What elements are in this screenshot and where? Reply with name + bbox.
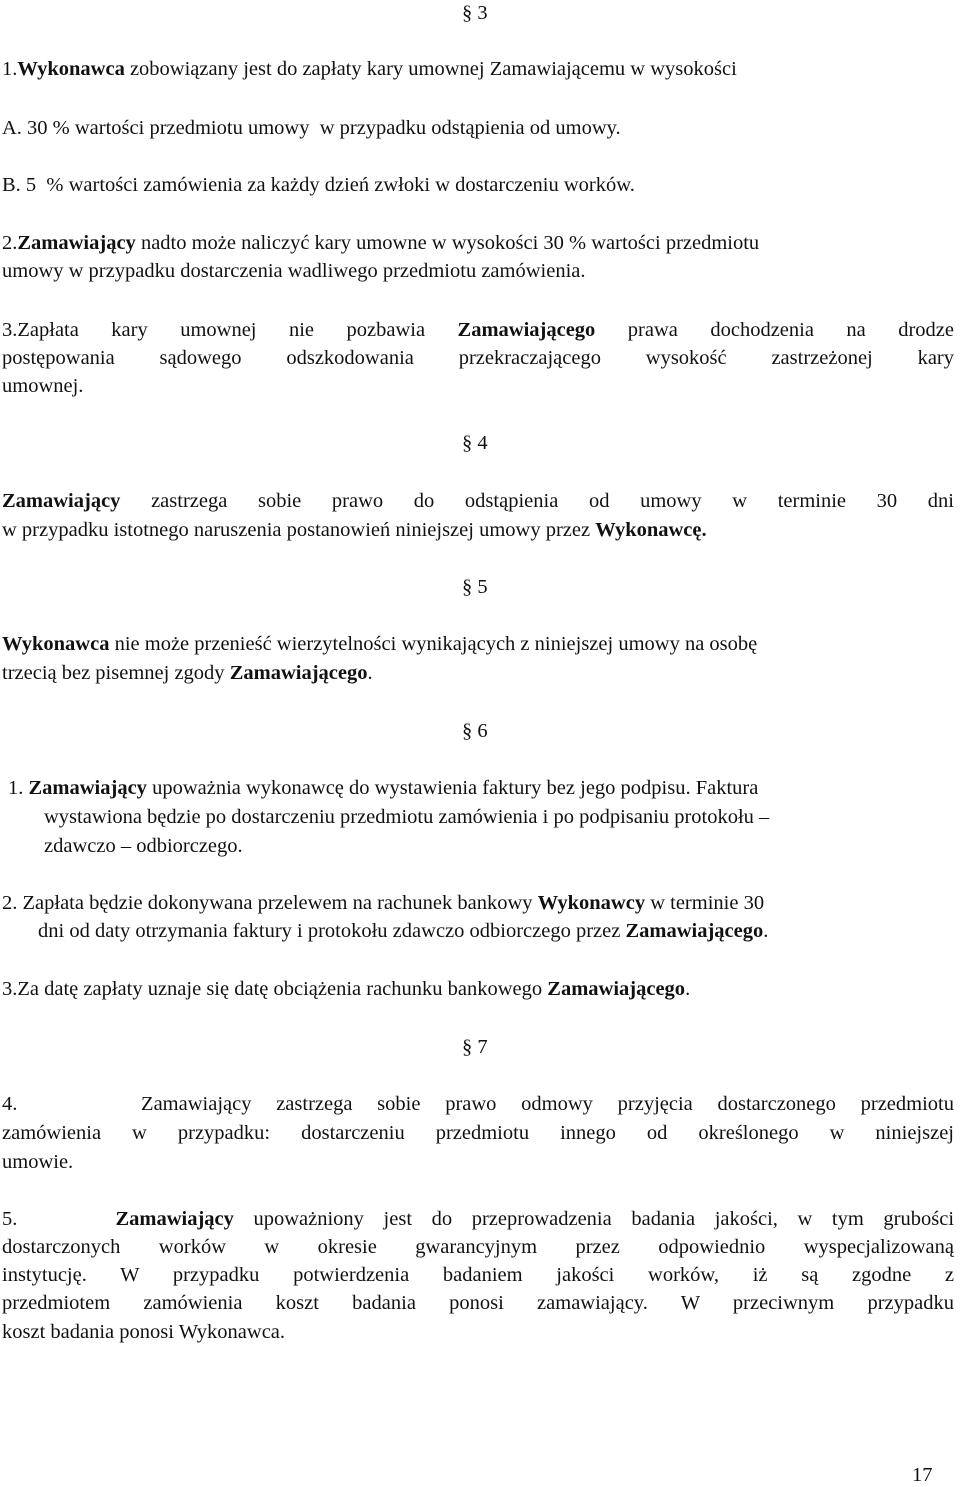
sec6-paragraph-3 <box>2 977 690 1001</box>
text-fragment: 2. Zapłata będzie dokonywana przelewem na rachunek bankowy <box>2 892 538 914</box>
page-number: 17 <box>912 1464 933 1486</box>
text-fragment: w przypadku istotnego naruszenia postanowień niniejszej umowy przez <box>2 519 596 541</box>
text-fragment: 3.Zapłata kary umownej nie pozbawia <box>2 319 458 341</box>
text-fragment: 2. <box>2 232 18 254</box>
bold-term: Zamawiającego <box>229 662 368 684</box>
bold-term: Zamawiającego <box>625 920 764 942</box>
sec6-paragraph-1-line-2: wystawiona będzie po dostarczeniu przedmiotu zamówienia i po podpisaniu protokołu – <box>44 806 770 828</box>
text-fragment: upoważniony jest do przeprowadzenia badania jakości, w tym grubości <box>233 1208 955 1230</box>
sec3-item-b: B. 5 % wartości zamówienia za każdy dzień zwłoki w dostarczeniu worków. <box>2 174 635 196</box>
text-fragment: 1. <box>2 58 18 80</box>
text-fragment: upoważnia wykonawcę do wystawienia faktury bez jego podpisu. Faktura <box>146 777 759 799</box>
text-fragment: . <box>367 662 373 684</box>
bold-term: Zamawiający <box>115 1208 234 1230</box>
sec7-paragraph-4-line-3: umowie. <box>2 1151 74 1173</box>
sec7-paragraph-5-line-3: instytucję. W przypadku potwierdzenia badaniem jakości worków, iż są zgodne z <box>2 1264 954 1286</box>
section-heading-3: § 3 <box>462 2 488 24</box>
section-heading-6: § 6 <box>462 720 488 742</box>
text-fragment: prawa dochodzenia na drodze <box>595 319 955 341</box>
sec7-paragraph-5-line-4: przedmiotem zamówienia koszt badania ponosi zamawiający. W przeciwnym przypadku <box>2 1292 954 1314</box>
sec4-paragraph-line-2 <box>2 518 707 542</box>
sec3-paragraph-3-line-2: postępowania sądowego odszkodowania przekraczającego wysokość zastrzeżonej kary <box>2 347 954 369</box>
bold-term: Zamawiający <box>28 777 147 799</box>
sec7-paragraph-4: 4. Zamawiający zastrzega sobie prawo odmowy przyjęcia dostarczonego przedmiotu <box>2 1093 954 1115</box>
text-fragment: 1. <box>8 777 29 799</box>
bold-term: Wykonawcy <box>537 892 646 914</box>
sec5-paragraph <box>2 632 757 656</box>
section-heading-7: § 7 <box>462 1036 488 1058</box>
section-heading-4: § 4 <box>462 432 488 454</box>
sec6-paragraph-2-line-2 <box>38 919 768 943</box>
text-fragment: . <box>763 920 769 942</box>
sec7-paragraph-5 <box>2 1207 954 1231</box>
sec3-item-a: A. 30 % wartości przedmiotu umowy w przypadku odstąpienia od umowy. <box>2 117 621 139</box>
bold-term: Wykonawcę. <box>595 519 707 541</box>
sec6-paragraph-1 <box>8 776 758 800</box>
bold-term: Zamawiający <box>17 232 136 254</box>
sec3-paragraph-2 <box>2 231 759 255</box>
text-fragment: zobowiązany jest do zapłaty kary umownej Zamawiającemu w wysokości <box>124 58 737 80</box>
bold-term: Wykonawca <box>2 633 110 655</box>
sec4-paragraph <box>2 489 954 513</box>
text-fragment: trzecią bez pisemnej zgody <box>2 662 230 684</box>
sec3-paragraph-2-line-2: umowy w przypadku dostarczenia wadliwego przedmiotu zamówienia. <box>2 260 586 282</box>
sec6-paragraph-1-line-3: zdawczo – odbiorczego. <box>44 835 243 857</box>
sec3-paragraph-3 <box>2 318 954 342</box>
text-fragment: nie może przenieść wierzytelności wynikających z niniejszej umowy na osobę <box>109 633 758 655</box>
text-fragment: 5. <box>2 1208 116 1230</box>
sec6-paragraph-2 <box>2 891 764 915</box>
bold-term: Zamawiającego <box>547 978 686 1000</box>
text-fragment: zastrzega sobie prawo do odstąpienia od umowy w terminie 30 dni <box>120 490 954 512</box>
sec3-paragraph-1 <box>2 57 737 81</box>
text-fragment: nadto może naliczyć kary umowne w wysokości 30 % wartości przedmiotu <box>135 232 760 254</box>
sec7-paragraph-5-line-2: dostarczonych worków w okresie gwarancyjnym przez odpowiednio wyspecjalizowaną <box>2 1236 954 1258</box>
bold-term: Zamawiającego <box>457 319 596 341</box>
text-fragment: 3.Za datę zapłaty uznaje się datę obciążenia rachunku bankowego <box>2 978 548 1000</box>
bold-term: Zamawiający <box>2 490 121 512</box>
sec3-paragraph-3-line-3: umownej. <box>2 375 84 397</box>
section-heading-5: § 5 <box>462 576 488 598</box>
sec7-paragraph-5-line-5: koszt badania ponosi Wykonawca. <box>2 1321 286 1343</box>
text-fragment: dni od daty otrzymania faktury i protokołu zdawczo odbiorczego przez <box>38 920 626 942</box>
bold-term: Wykonawca <box>17 58 125 80</box>
text-fragment: w terminie 30 <box>645 892 765 914</box>
sec5-paragraph-line-2 <box>2 661 373 685</box>
text-fragment: . <box>685 978 691 1000</box>
sec7-paragraph-4-line-2: zamówienia w przypadku: dostarczeniu przedmiotu innego od określonego w niniejszej <box>2 1122 954 1144</box>
